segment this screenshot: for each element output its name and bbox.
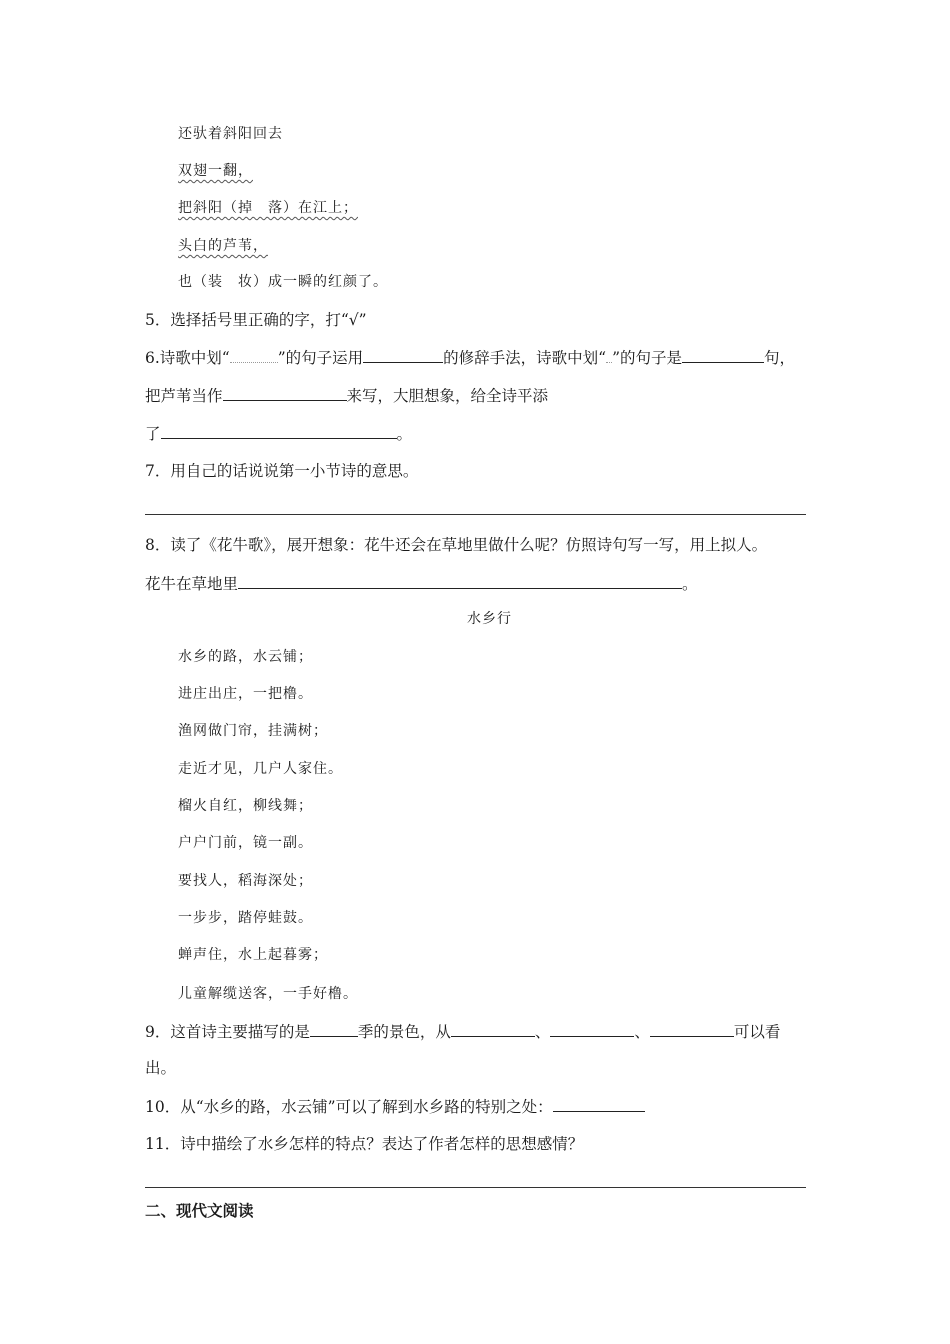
q8-prefix: 花牛在草地里 [145,575,239,593]
q8-end: 。 [682,575,698,593]
q6-blank-added[interactable] [161,423,397,439]
poem1-line-1: 还驮着斜阳回去 [178,126,283,142]
q9-blank-season[interactable] [310,1021,358,1037]
q9-text-c: 可以看 [733,1023,781,1041]
answer-line-q11[interactable] [145,1187,806,1188]
question-6-line-2 [145,385,548,406]
poem2-line-2: 进庄出庄，一把橹。 [178,686,313,702]
section-2-heading: 二、现代文阅读 [145,1201,254,1220]
poem2-line-4: 走近才见，几户人家住。 [178,761,343,777]
question-8-answer [145,573,698,594]
q9-text-b: 季的景色，从 [357,1023,451,1041]
q10-text: 10．从“水乡的路，水云铺”可以了解到水乡路的特别之处： [145,1098,553,1116]
q6-text-g: 来写，大胆想象，给全诗平添 [346,387,549,405]
q6-text-d: ”的句子是 [612,349,683,367]
q9-blank-3[interactable] [650,1021,734,1037]
poem2-line-8: 一步步，踏停蛙鼓。 [178,910,313,926]
q9-text-a: 9．这首诗主要描写的是 [145,1023,310,1041]
question-10 [145,1096,645,1117]
poem1-line-5: 也（装 妆）成一瞬的红颜了。 [178,274,388,290]
q6-blank-rhetoric[interactable] [363,347,443,363]
q9-blank-1[interactable] [451,1021,535,1037]
q9-sep-2: 、 [634,1023,650,1041]
question-7: 7．用自己的话说说第一小节诗的意思。 [145,462,419,480]
question-6-line-1 [145,347,795,368]
q10-blank[interactable] [553,1096,645,1112]
question-5: 5．选择括号里正确的字，打“√” [145,311,367,329]
poem2-title: 水乡行 [467,611,512,627]
question-9-line-2: 出。 [145,1059,177,1077]
q9-blank-2[interactable] [550,1021,634,1037]
question-11: 11．诗中描绘了水乡怎样的特点？表达了作者怎样的思想感情？ [145,1135,584,1153]
question-9-line-1 [145,1021,780,1042]
poem2-line-7: 要找人，稻海深处； [178,873,313,889]
q6-text-f: 把芦苇当作 [145,387,223,405]
q6-blank-treated-as[interactable] [223,385,347,401]
poem2-line-5: 榴火自红，柳线舞； [178,798,313,814]
question-6-line-3 [145,423,412,444]
poem1-line-3: 把斜阳（掉 落）在江上； [178,200,358,216]
q6-text-h: 了 [145,425,161,443]
poem2-line-9: 蝉声住，水上起暮雾； [178,947,328,963]
poem2-line-6: 户户门前，镜一副。 [178,835,313,851]
q8-blank[interactable] [238,573,682,589]
q6-blank-wavy-mark [230,347,278,363]
poem2-line-1: 水乡的路，水云铺； [178,649,313,665]
q6-blank-sentence-type[interactable] [682,347,764,363]
poem2-line-10: 儿童解缆送客，一手好橹。 [178,986,358,1002]
q6-text-i: 。 [396,425,413,443]
q6-text-c: 的修辞手法，诗歌中划“ [443,349,607,367]
poem2-line-3: 渔网做门帘，挂满树； [178,723,328,739]
poem1-line-4: 头白的芦苇， [178,238,268,254]
answer-line-q7[interactable] [145,514,806,515]
q9-sep-1: 、 [534,1023,551,1041]
q6-text-e: 句， [764,349,796,367]
q6-text-a: 6.诗歌中划“ [145,349,230,367]
poem1-line-2: 双翅一翻， [178,163,253,179]
q6-text-b: ”的句子运用 [277,349,364,367]
question-8: 8．读了《花牛歌》，展开想象：花牛还会在草地里做什么呢？仿照诗句写一写，用上拟人。 [145,536,768,554]
